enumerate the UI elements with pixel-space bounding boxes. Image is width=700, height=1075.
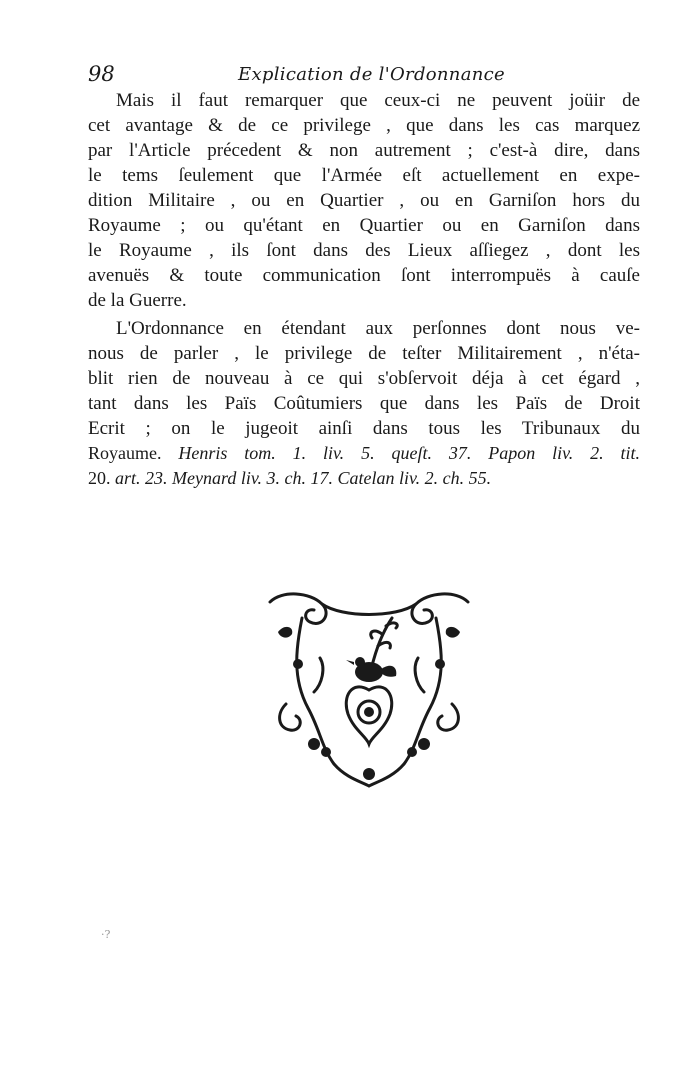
paragraph-2 [88, 316, 640, 491]
citation-line [88, 466, 640, 491]
running-head [88, 62, 640, 88]
paragraph-1 [88, 88, 640, 313]
body-text [88, 88, 640, 491]
text-line: Mais il faut remarquer que ceux-ci ne peuvent joüir de [116, 90, 640, 111]
citation-number: 20. [88, 468, 111, 488]
text-line: le Royaume , ils ſont dans des Lieux aſſiegez , dont les [88, 240, 640, 261]
text-line: Royaume ; ou qu'étant en Quartier ou en Garniſon dans [88, 215, 640, 236]
page-number: 98 [88, 62, 115, 86]
citation-line [88, 441, 640, 466]
text-line: nous de parler , le privilege de teſter Militairement , n'éta- [88, 343, 640, 364]
text-line: cet avantage & de ce privilege , que dans les cas marquez [88, 115, 640, 136]
citation-lead: Royaume. [88, 443, 162, 463]
text-line: L'Ordonnance en étendant aux perſonnes dont nous ve- [116, 318, 640, 339]
citation-reference: Henris tom. 1. liv. 5. queſt. 37. Papon liv. 2. tit. [178, 443, 640, 463]
text-line: le tems ſeulement que l'Armée eſt actuellement en expe- [88, 165, 640, 186]
citation-reference: art. 23. Meynard liv. 3. ch. 17. Catelan liv. 2. ch. 55. [115, 468, 492, 488]
fleuron-vignette-icon [262, 588, 476, 788]
stray-mark: ·? [101, 928, 111, 941]
text-line: Ecrit ; on le jugeoit ainſi dans tous les Tribunaux du [88, 418, 640, 439]
running-title: Explication de l'Ordonnance [238, 64, 505, 85]
text-line: dition Militaire , ou en Quartier , ou en Garniſon hors du [88, 190, 640, 211]
text-line: par l'Article précedent & non autrement ; c'est-à dire, dans [88, 140, 640, 161]
text-line: avenuës & toute communication ſont interrompuës à cauſe [88, 265, 640, 286]
text-line: tant dans les Païs Coûtumiers que dans les Païs de Droit [88, 393, 640, 414]
text-line: de la Guerre. [88, 290, 187, 311]
text-line: blit rien de nouveau à ce qui s'obſervoit déja à cet égard , [88, 368, 640, 389]
